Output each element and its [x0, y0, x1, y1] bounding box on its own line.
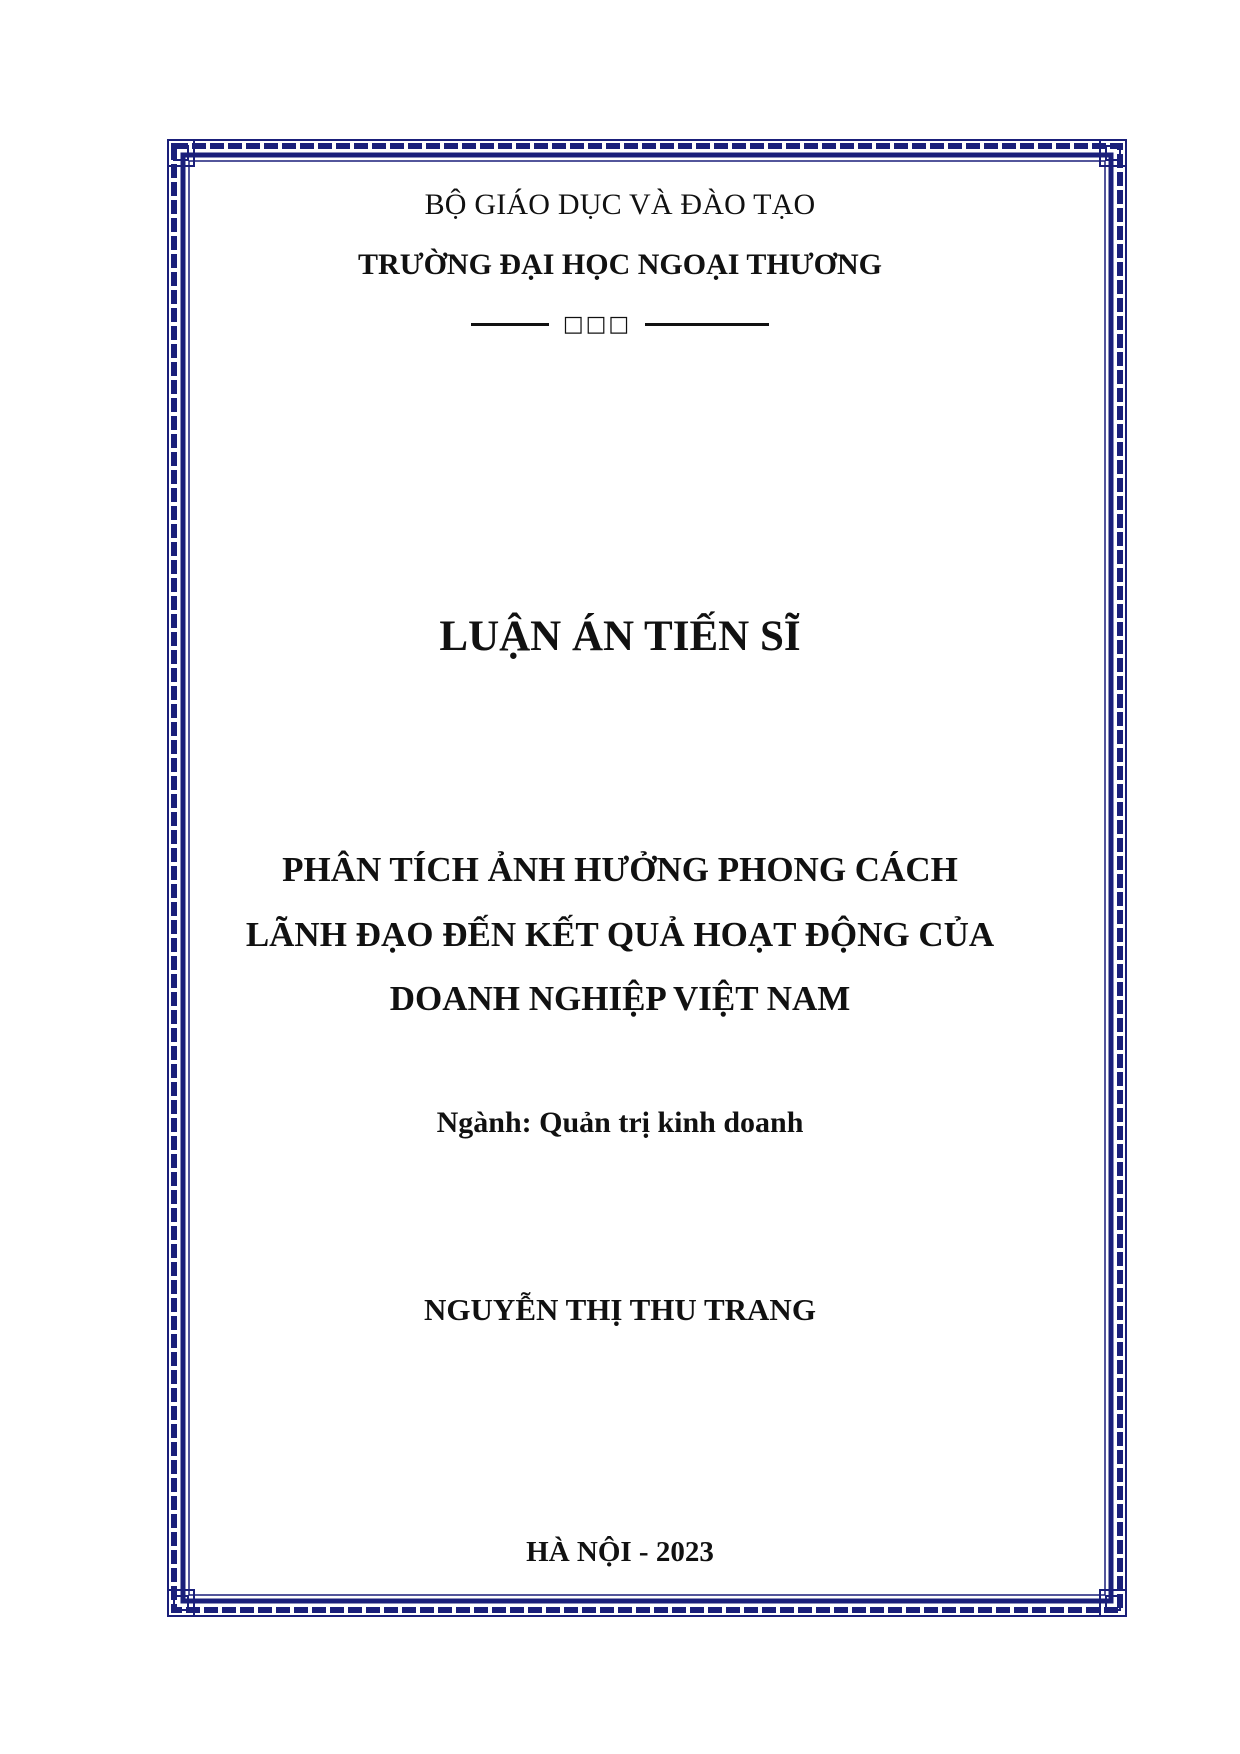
- degree-title: LUẬN ÁN TIẾN SĨ: [439, 613, 801, 660]
- university-name: TRƯỜNG ĐẠI HỌC NGOẠI THƯƠNG: [358, 248, 882, 281]
- ornament-rule-right: [645, 323, 769, 326]
- ministry-name: BỘ GIÁO DỤC VÀ ĐÀO TẠO: [424, 188, 816, 221]
- ornament-rule-left: [471, 323, 549, 326]
- thesis-title-line-3: DOANH NGHIỆP VIỆT NAM: [389, 979, 851, 1018]
- place-and-year: HÀ NỘI - 2023: [526, 1536, 714, 1568]
- header-ornament: [0, 312, 1240, 352]
- major-field: Ngành: Quản trị kinh doanh: [436, 1106, 804, 1139]
- thesis-title-line-1: PHÂN TÍCH ẢNH HƯỞNG PHONG CÁCH: [282, 850, 958, 889]
- author-name: NGUYỄN THỊ THU TRANG: [424, 1292, 816, 1327]
- ornament-symbols: □□□: [562, 312, 632, 337]
- thesis-title-line-2: LÃNH ĐẠO ĐẾN KẾT QUẢ HOẠT ĐỘNG CỦA: [245, 915, 995, 954]
